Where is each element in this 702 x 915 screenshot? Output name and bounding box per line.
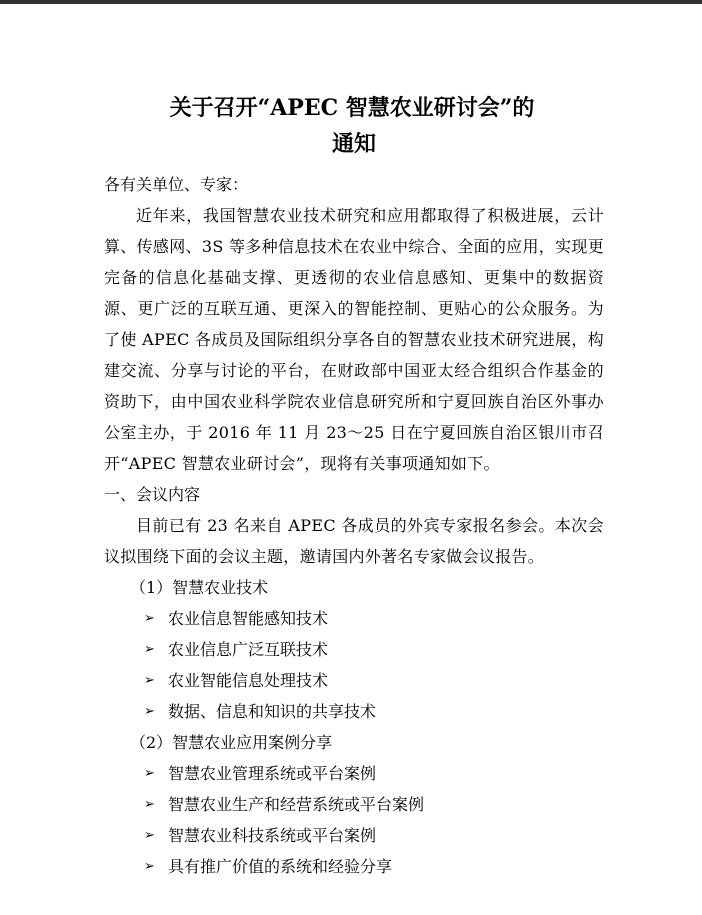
list-item-text: 农业智能信息处理技术 bbox=[168, 671, 329, 690]
document-title-line-2: 通知 bbox=[331, 131, 376, 157]
arrow-bullet-icon: ➢ bbox=[144, 611, 155, 626]
top-border-rule bbox=[0, 0, 702, 4]
arrow-bullet-icon: ➢ bbox=[144, 766, 155, 781]
document-title-line-1: 关于召开“APEC 智慧农业研讨会”的 bbox=[169, 95, 535, 121]
topic-2-label: （2）智慧农业应用案例分享 bbox=[130, 733, 333, 752]
arrow-bullet-icon: ➢ bbox=[144, 828, 155, 843]
section1-paragraph: 目前已有 23 名来自 APEC 各成员的外宾专家报名参会。本次会议拟围绕下面的会议主题，邀请国内外著名专家做会议报告。 bbox=[104, 516, 604, 566]
list-item-text: 智慧农业管理系统或平台案例 bbox=[168, 764, 377, 783]
greeting: 各有关单位、专家： bbox=[104, 175, 249, 194]
list-item bbox=[104, 634, 604, 665]
list-item-text: 农业信息广泛互联技术 bbox=[168, 640, 329, 659]
topic-1-list bbox=[104, 603, 604, 727]
list-item-text: 农业信息智能感知技术 bbox=[168, 609, 329, 628]
document-body bbox=[104, 92, 604, 882]
list-item bbox=[104, 665, 604, 696]
list-item bbox=[104, 603, 604, 634]
list-item-text: 数据、信息和知识的共享技术 bbox=[168, 702, 377, 721]
list-item bbox=[104, 851, 604, 882]
list-item-text: 智慧农业生产和经营系统或平台案例 bbox=[168, 795, 425, 814]
arrow-bullet-icon: ➢ bbox=[144, 704, 155, 719]
topic-1-label: （1）智慧农业技术 bbox=[130, 578, 269, 597]
arrow-bullet-icon: ➢ bbox=[144, 673, 155, 688]
list-item-text: 智慧农业科技系统或平台案例 bbox=[168, 826, 377, 845]
arrow-bullet-icon: ➢ bbox=[144, 859, 155, 874]
intro-paragraph: 近年来，我国智慧农业技术研究和应用都取得了积极进展，云计算、传感网、3S 等多种信息技术在农业中综合、全面的应用，实现更完备的信息化基础支撑、更透彻的农业信息感知、更集中的数据资源、更广泛的互联互通、更深入的智能控制、更贴心的公众服务。为了使 APEC 各成员及国际组织分享各自的智慧农业技术研究进展，构建交流、分享与讨论的平台，在财政部中国亚太经合组织合作基金的资助下，由中国农业科学院农业信息研究所和宁夏回族自治区外事办公室主办，于 2016 年 11 月 23～25 日在宁夏回族自治区银川市召开“APEC 智慧农业研讨会”，现将有关事项通知如下。 bbox=[104, 206, 604, 473]
list-item bbox=[104, 820, 604, 851]
section-heading-meeting-content: 一、会议内容 bbox=[104, 485, 201, 504]
list-item-text: 具有推广价值的系统和经验分享 bbox=[168, 857, 393, 876]
list-item bbox=[104, 758, 604, 789]
list-item bbox=[104, 789, 604, 820]
arrow-bullet-icon: ➢ bbox=[144, 642, 155, 657]
list-item bbox=[104, 696, 604, 727]
topic-2-list bbox=[104, 758, 604, 882]
arrow-bullet-icon: ➢ bbox=[144, 797, 155, 812]
